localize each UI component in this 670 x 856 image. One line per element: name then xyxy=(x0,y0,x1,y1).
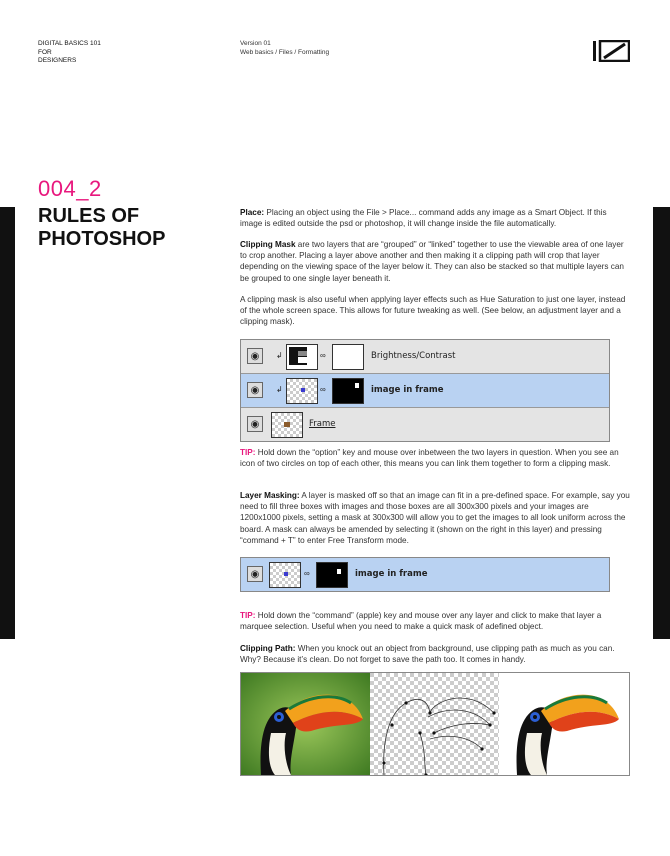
version-info xyxy=(240,40,329,57)
layer-name: Brightness/Contrast xyxy=(371,351,456,361)
eye-icon[interactable]: ◉ xyxy=(247,382,263,398)
mask-thumbnail xyxy=(332,378,364,404)
left-edge-bar xyxy=(0,207,15,639)
breadcrumb: Web basics / Files / Formatting xyxy=(240,48,330,56)
layer-row-frame[interactable] xyxy=(241,408,609,441)
place-label: Place: xyxy=(240,208,265,217)
tip-1-text: Hold down the “option” key and mouse over inbetween the two layers in question. When you see an icon of two circles on top of each other, this means you can link them together to form a clipping mask. xyxy=(240,448,619,469)
layers-panel-mask xyxy=(240,557,610,592)
image-thumbnail xyxy=(269,562,301,588)
layer-masking-label: Layer Masking: xyxy=(240,491,300,500)
clip-arrow-icon: ↲ xyxy=(276,351,283,360)
clipping-path-text: When you knock out an object from background, use clipping path as much as you can. Why? Because it’s clean. Do not forget to save the path too. It comes in handy. xyxy=(240,644,615,665)
clip-arrow-icon: ↲ xyxy=(276,385,283,394)
section-title xyxy=(38,205,208,251)
section-title-line-2: PHOTOSHOP xyxy=(38,228,166,250)
mask-thumbnail xyxy=(316,562,348,588)
clipping-mask-paragraph-2: A clipping mask is also useful when applying layer effects such as Hue Saturation to just one layer, instead of the whole screen space. This allows for future tweaking as well. (See below, an adjustment layer and a clipping mask). xyxy=(240,295,626,327)
clipping-mask-text: are two layers that are “grouped” or “linked” together to use the viewable area of one layer to crop another. Placing a layer above another and then making it a clipping path will crop that layer depending on the viewing space of the layer below it. They can also be stacked so that multiple layers can be grouped to one single layer beneath it. xyxy=(240,240,624,283)
clipping-path-paragraph xyxy=(240,643,630,665)
mask-thumbnail xyxy=(332,344,364,370)
chain-link-icon: ∞ xyxy=(320,351,326,360)
layer-row-image-in-frame[interactable] xyxy=(241,558,609,591)
layer-row-brightness[interactable] xyxy=(241,340,609,374)
layer-masking-paragraph xyxy=(240,490,630,546)
clipping-mask-paragraph xyxy=(240,239,630,284)
layer-name: image in frame xyxy=(371,385,444,395)
course-line-2: FOR xyxy=(38,48,52,56)
chain-link-icon: ∞ xyxy=(304,569,310,578)
layer-row-image-in-frame[interactable] xyxy=(241,374,609,408)
image-thumbnail xyxy=(286,378,318,404)
tip-2-label: TIP: xyxy=(240,611,256,620)
place-text: Placing an object using the File > Place... command adds any image as a Smart Object. If this image is edited outside the psd or photoshop, it will change inside the file automatically. xyxy=(240,208,607,229)
layer-masking-text: A layer is masked off so that an image can fit in a pre-defined space. For example, say you need to fill three boxes with images and those boxes are all 300x300 pixels and your images are 1200x1000 pixels, setting a mask at 300x300 will allow you to get the images to all look uniform across the board. A mask can always be amended by selecting it (shown on the right in this layer) and pressing “command + T” to enter Free Transform mode. xyxy=(240,491,630,545)
section-number: 004_2 xyxy=(38,176,102,201)
toucan-with-background xyxy=(241,673,370,775)
tip-2-text: Hold down the “command” (apple) key and mouse over any layer and click to make that layer a marquee selection. Useful when you need to make a quick mask of adefined object. xyxy=(240,611,602,632)
chain-link-icon: ∞ xyxy=(320,385,326,394)
eye-icon[interactable]: ◉ xyxy=(247,348,263,364)
version-label: Version 01 xyxy=(240,40,271,47)
layer-name: Frame xyxy=(309,419,336,429)
toucan-knocked-out xyxy=(499,673,629,775)
clipping-mask-label: Clipping Mask xyxy=(240,240,296,249)
course-line-1: DIGITAL BASICS 101 xyxy=(38,40,101,47)
right-edge-bar xyxy=(653,207,670,639)
clipping-path-illustration xyxy=(240,672,630,776)
adjustment-thumbnail xyxy=(286,344,318,370)
layers-panel-clipping xyxy=(240,339,610,442)
section-title-line-1: RULES OF xyxy=(38,205,140,227)
course-line-3: DESIGNERS xyxy=(38,57,77,64)
place-paragraph xyxy=(240,207,630,229)
course-label xyxy=(38,40,101,66)
tip-1-label: TIP: xyxy=(240,448,256,457)
clipping-path-outline xyxy=(370,673,499,775)
tip-2-paragraph xyxy=(240,610,630,632)
frame-thumbnail xyxy=(271,412,303,438)
tip-1-paragraph xyxy=(240,447,630,469)
eye-icon[interactable]: ◉ xyxy=(247,566,263,582)
logo-mark xyxy=(592,40,630,62)
eye-icon[interactable]: ◉ xyxy=(247,416,263,432)
layer-name: image in frame xyxy=(355,569,428,579)
clipping-path-label: Clipping Path: xyxy=(240,644,296,653)
